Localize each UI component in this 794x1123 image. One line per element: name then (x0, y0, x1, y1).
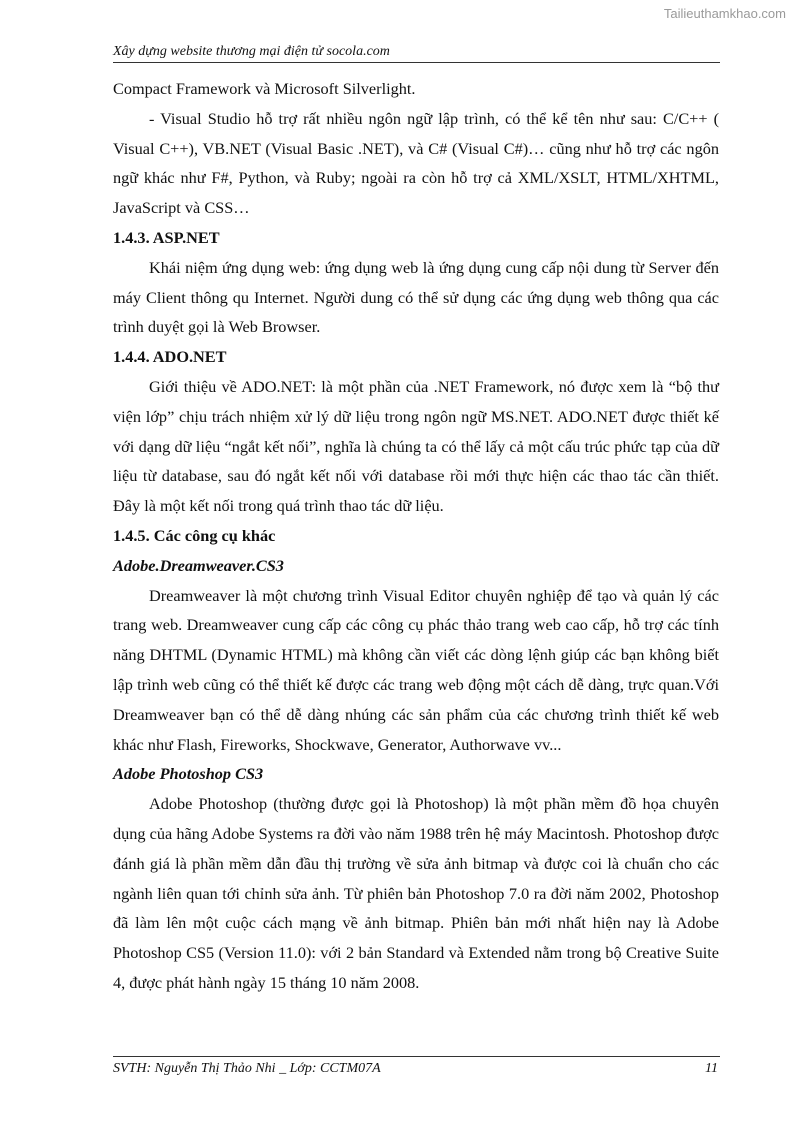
heading-photoshop: Adobe Photoshop CS3 (113, 764, 264, 784)
page-footer (113, 1056, 720, 1077)
heading-asp-net: 1.4.3. ASP.NET (113, 227, 220, 247)
paragraph-dreamweaver: Dreamweaver là một chương trình Visual Editor chuyên nghiệp để tạo và quản lý các trang web. Dreamweaver cung cấp các công cụ phác thảo trang web cao cấp, hỗ trợ các tính năng DHTML (Dynamic HTML) mà không cần viết các dòng lệnh giúp các bạn không biết lập trình web cũng có thể thiết kế được các trang web động một cách dễ dàng, trực quan.Với Dreamweaver bạn có thể dễ dàng nhúng các sản phẩm của các chương trình thiết kế web khác như Flash, Fireworks, Shockwave, Generator, Authorwave vv... (113, 585, 719, 754)
page-header: Xây dựng website thương mại điện tử socola.com (113, 44, 720, 63)
heading-ado-net: 1.4.4. ADO.NET (113, 347, 227, 367)
heading-other-tools: 1.4.5. Các công cụ khác (113, 525, 276, 545)
footer-author: SVTH: Nguyễn Thị Thảo Nhi _ Lớp: CCTM07A (113, 1061, 381, 1076)
paragraph-asp-net: Khái niệm ứng dụng web: ứng dụng web là ứng dụng cung cấp nội dung từ Server đến máy Client thông qu Internet. Người dung có thể sử dụng các ứng dụng web thông qua các trình duyệt gọi là Web Browser. (113, 257, 719, 337)
paragraph-visual-studio: - Visual Studio hỗ trợ rất nhiều ngôn ngữ lập trình, có thể kể tên như sau: C/C++ ( Visual C++), VB.NET (Visual Basic .NET), và C# (Visual C#)… cũng như hỗ trợ các ngôn ngữ khác như F#, Python, và Ruby; ngoài ra còn hỗ trợ cả XML/XSLT, HTML/XHTML, JavaScript và CSS… (113, 108, 719, 218)
paragraph-intro: Compact Framework và Microsoft Silverlight. (113, 79, 416, 98)
page-content (113, 74, 719, 998)
paragraph-photoshop: Adobe Photoshop (thường được gọi là Photoshop) là một phần mềm đồ họa chuyên dụng của hãng Adobe Systems ra đời vào năm 1988 trên hệ máy Macintosh. Photoshop được đánh giá là phần mềm dẫn đầu thị trường về sửa ảnh bitmap và được coi là chuẩn cho các ngành liên quan tới chỉnh sửa ảnh. Từ phiên bản Photoshop 7.0 ra đời năm 2002, Photoshop đã làm lên một cuộc cách mạng về ảnh bitmap. Phiên bản mới nhất hiện nay là Adobe Photoshop CS5 (Version 11.0): với 2 bản Standard và Extended nằm trong bộ Creative Suite 4, được phát hành ngày 15 tháng 10 năm 2008. (113, 794, 719, 992)
page-number: 11 (705, 1061, 718, 1076)
paragraph-ado-net: Giới thiệu về ADO.NET: là một phần của .NET Framework, nó được xem là “bộ thư viện lớp” chịu trách nhiệm xử lý dữ liệu trong ngôn ngữ MS.NET. ADO.NET được thiết kế với dạng dữ liệu “ngắt kết nối”, nghĩa là chúng ta có thể lấy cả một cấu trúc phức tạp của dữ liệu từ database, sau đó ngắt kết nối với database rồi mới thực hiện các thao tác cần thiết. Đây là một kết nối trong quá trình thao tác dữ liệu. (113, 376, 719, 516)
heading-dreamweaver: Adobe.Dreamweaver.CS3 (113, 555, 284, 575)
watermark: Tailieuthamkhao.com (663, 6, 786, 21)
